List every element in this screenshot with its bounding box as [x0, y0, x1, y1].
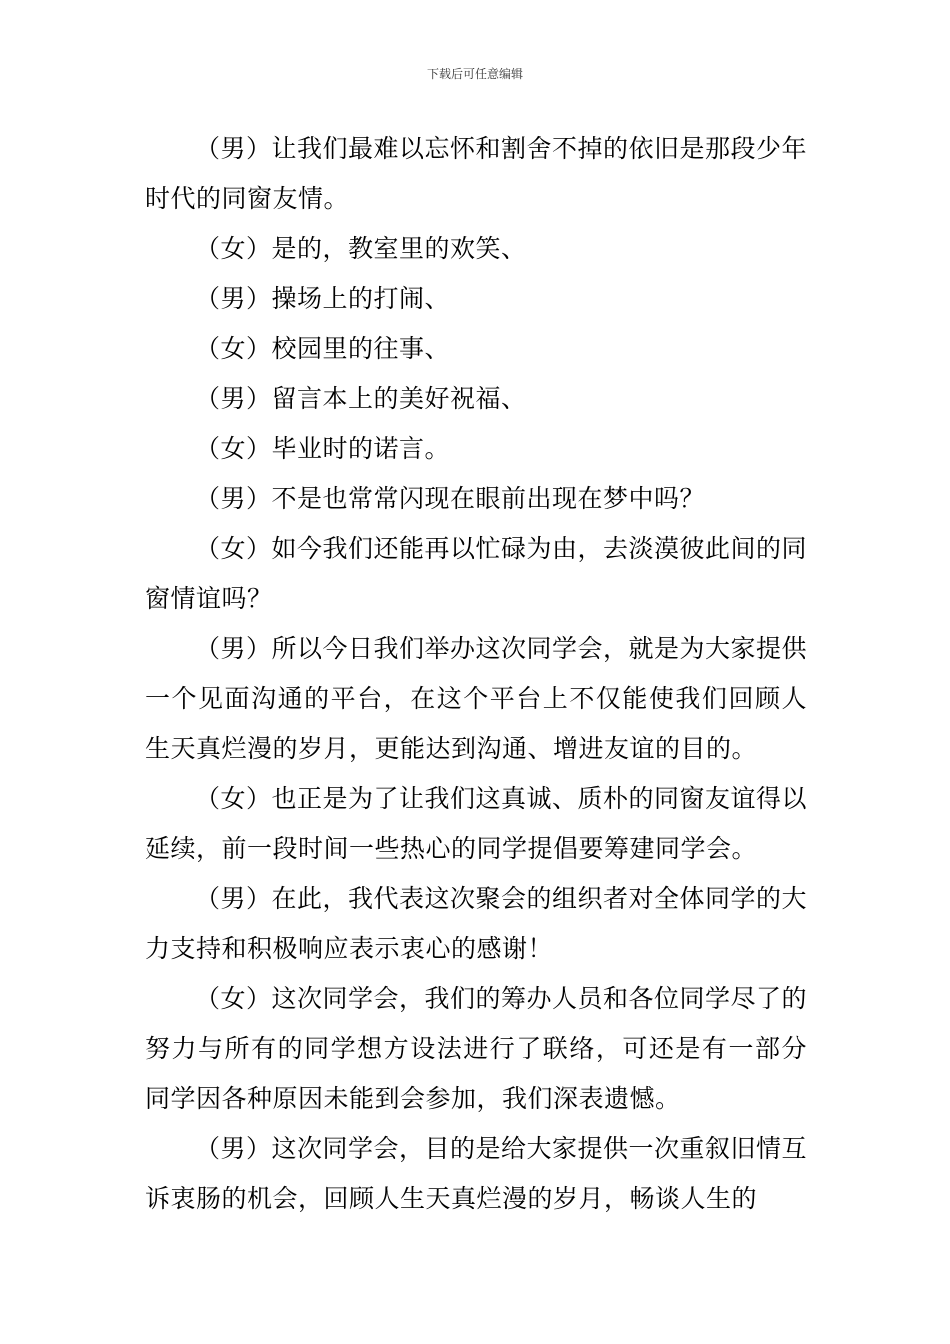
paragraph: （女）校园里的往事、 — [195, 334, 451, 363]
paragraph: （男）这次同学会，目的是给大家提供一次重叙旧情互诉衷肠的机会，回顾人生天真烂漫的岁月，畅谈人生的 — [145, 1134, 808, 1213]
paragraph: （女）也正是为了让我们这真诚、质朴的同窗友谊得以延续，前一段时间一些热心的同学提倡要筹建同学会。 — [145, 784, 808, 863]
paragraph: （男）操场上的打闹、 — [195, 284, 451, 313]
paragraph: （女）毕业时的诺言。 — [195, 434, 451, 463]
document-body — [145, 124, 807, 1224]
paragraph: （女）如今我们还能再以忙碌为由，去淡漠彼此间的同窗情谊吗？ — [145, 534, 808, 613]
paragraph: （男）在此，我代表这次聚会的组织者对全体同学的大力支持和积极响应表示衷心的感谢！ — [145, 884, 808, 963]
paragraph: （男）让我们最难以忘怀和割舍不掉的依旧是那段少年时代的同窗友情。 — [145, 134, 808, 213]
paragraph: （女）这次同学会，我们的筹办人员和各位同学尽了的努力与所有的同学想方设法进行了联络，可还是有一部分同学因各种原因未能到会参加，我们深表遗憾。 — [145, 984, 808, 1113]
paragraph: （男）不是也常常闪现在眼前出现在梦中吗？ — [195, 484, 706, 513]
paragraph: （男）留言本上的美好祝福、 — [195, 384, 527, 413]
paragraph: （男）所以今日我们举办这次同学会，就是为大家提供一个见面沟通的平台，在这个平台上不仅能使我们回顾人生天真烂漫的岁月，更能达到沟通、增进友谊的目的。 — [145, 634, 808, 763]
paragraph: （女）是的，教室里的欢笑、 — [195, 234, 527, 263]
header-note: 下载后可任意编辑 — [426, 67, 523, 81]
